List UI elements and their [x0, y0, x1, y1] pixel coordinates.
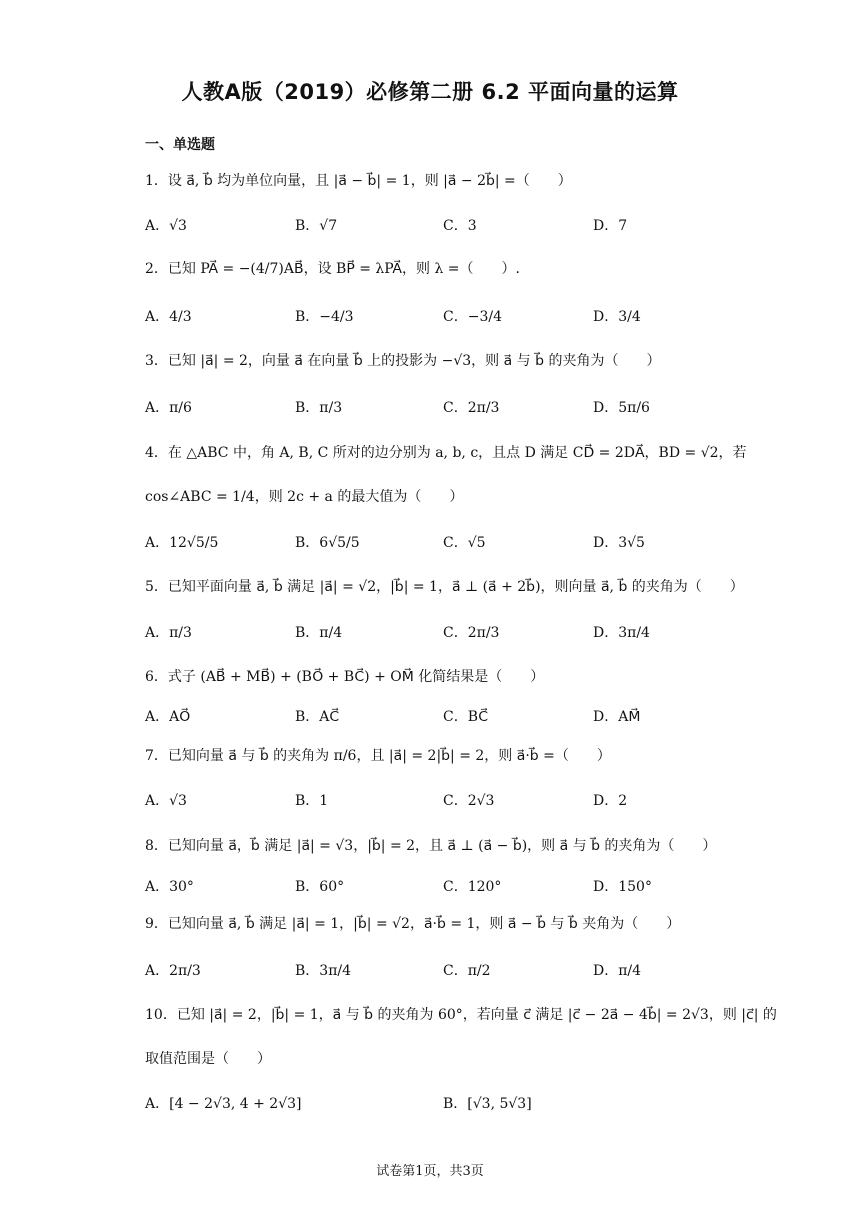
q1-option-c: C．3: [443, 218, 477, 234]
page-title: 人教A版（2019）必修第二册 6.2 平面向量的运算: [181, 80, 679, 104]
q3-option-a: A．π/6: [145, 400, 192, 416]
q4-option-d: D．3√5: [593, 535, 645, 551]
question-7-stem: 7．已知向量 a⃗ 与 b⃗ 的夹角为 π/6，且 |a⃗| = 2|b⃗| = 2，则 a⃗·b⃗ =（ ）: [145, 748, 611, 764]
q9-option-a: A．2π/3: [145, 963, 201, 979]
q2-option-a: A．4/3: [145, 309, 192, 325]
q1-option-b: B．√7: [295, 218, 338, 234]
q4-option-c: C．√5: [443, 535, 486, 551]
q8-option-b: B．60°: [295, 879, 345, 895]
question-6-stem: 6．式子 (AB⃗ + MB⃗) + (BO⃗ + BC⃗) + OM⃗ 化简结果是（ ）: [145, 669, 545, 685]
question-4-stem-cont: cos∠ABC = 1/4，则 2c + a 的最大值为（ ）: [145, 489, 464, 505]
q5-option-d: D．3π/4: [593, 625, 650, 641]
q10-option-b: B．[√3, 5√3]: [443, 1096, 532, 1112]
q9-option-c: C．π/2: [443, 963, 491, 979]
question-4-stem: 4．在 △ABC 中，角 A, B, C 所对的边分别为 a, b, c，且点 D 满足 CD⃗ = 2DA⃗，BD = √2，若: [145, 445, 747, 461]
q9-option-b: B．3π/4: [295, 963, 352, 979]
page-footer: 试卷第1页，共3页: [376, 1164, 484, 1179]
q10-option-a: A．[4 − 2√3, 4 + 2√3]: [145, 1096, 302, 1112]
q7-option-a: A．√3: [145, 793, 187, 809]
q6-option-b: B．AC⃗: [295, 709, 340, 725]
question-5-stem: 5．已知平面向量 a⃗, b⃗ 满足 |a⃗| = √2，|b⃗| = 1，a⃗ ⊥ (a⃗ + 2b⃗)，则向量 a⃗, b⃗ 的夹角为（ ）: [145, 579, 744, 595]
q8-option-c: C．120°: [443, 879, 502, 895]
q6-option-a: A．AO⃗: [145, 709, 191, 725]
q3-option-b: B．π/3: [295, 400, 343, 416]
q7-option-c: C．2√3: [443, 793, 495, 809]
q8-option-a: A．30°: [145, 879, 194, 895]
q2-option-c: C．−3/4: [443, 309, 502, 325]
q5-option-b: B．π/4: [295, 625, 343, 641]
q3-option-c: C．2π/3: [443, 400, 500, 416]
q3-option-d: D．5π/6: [593, 400, 650, 416]
q1-option-a: A．√3: [145, 218, 187, 234]
question-10-stem-cont: 取值范围是（ ）: [145, 1051, 271, 1067]
question-1-stem: 1．设 a⃗, b⃗ 均为单位向量，且 |a⃗ − b⃗| = 1，则 |a⃗ − 2b⃗| =（ ）: [145, 173, 572, 189]
q8-option-d: D．150°: [593, 879, 652, 895]
question-10-stem: 10．已知 |a⃗| = 2，|b⃗| = 1，a⃗ 与 b⃗ 的夹角为 60°，若向量 c⃗ 满足 |c⃗ − 2a⃗ − 4b⃗| = 2√3，则 |c⃗| 的: [145, 1007, 777, 1023]
q4-option-b: B．6√5/5: [295, 535, 360, 551]
question-2-stem: 2．已知 PA⃗ = −(4/7)AB⃗，设 BP⃗ = λPA⃗，则 λ =（ ）.: [145, 261, 520, 277]
question-9-stem: 9．已知向量 a⃗, b⃗ 满足 |a⃗| = 1，|b⃗| = √2，a⃗·b⃗ = 1，则 a⃗ − b⃗ 与 b⃗ 夹角为（ ）: [145, 916, 681, 932]
q7-option-d: D．2: [593, 793, 628, 809]
q9-option-d: D．π/4: [593, 963, 642, 979]
q5-option-c: C．2π/3: [443, 625, 500, 641]
section-heading: 一、单选题: [145, 137, 215, 153]
question-3-stem: 3．已知 |a⃗| = 2，向量 a⃗ 在向量 b⃗ 上的投影为 −√3，则 a⃗ 与 b⃗ 的夹角为（ ）: [145, 353, 661, 369]
q7-option-b: B．1: [295, 793, 329, 809]
q6-option-d: D．AM⃗: [593, 709, 641, 725]
q2-option-d: D．3/4: [593, 309, 641, 325]
q1-option-d: D．7: [593, 218, 628, 234]
question-8-stem: 8．已知向量 a⃗，b⃗ 满足 |a⃗| = √3，|b⃗| = 2，且 a⃗ ⊥ (a⃗ − b⃗)，则 a⃗ 与 b⃗ 的夹角为（ ）: [145, 838, 717, 854]
q4-option-a: A．12√5/5: [145, 535, 219, 551]
q6-option-c: C．BC⃗: [443, 709, 489, 725]
q2-option-b: B．−4/3: [295, 309, 354, 325]
q5-option-a: A．π/3: [145, 625, 192, 641]
